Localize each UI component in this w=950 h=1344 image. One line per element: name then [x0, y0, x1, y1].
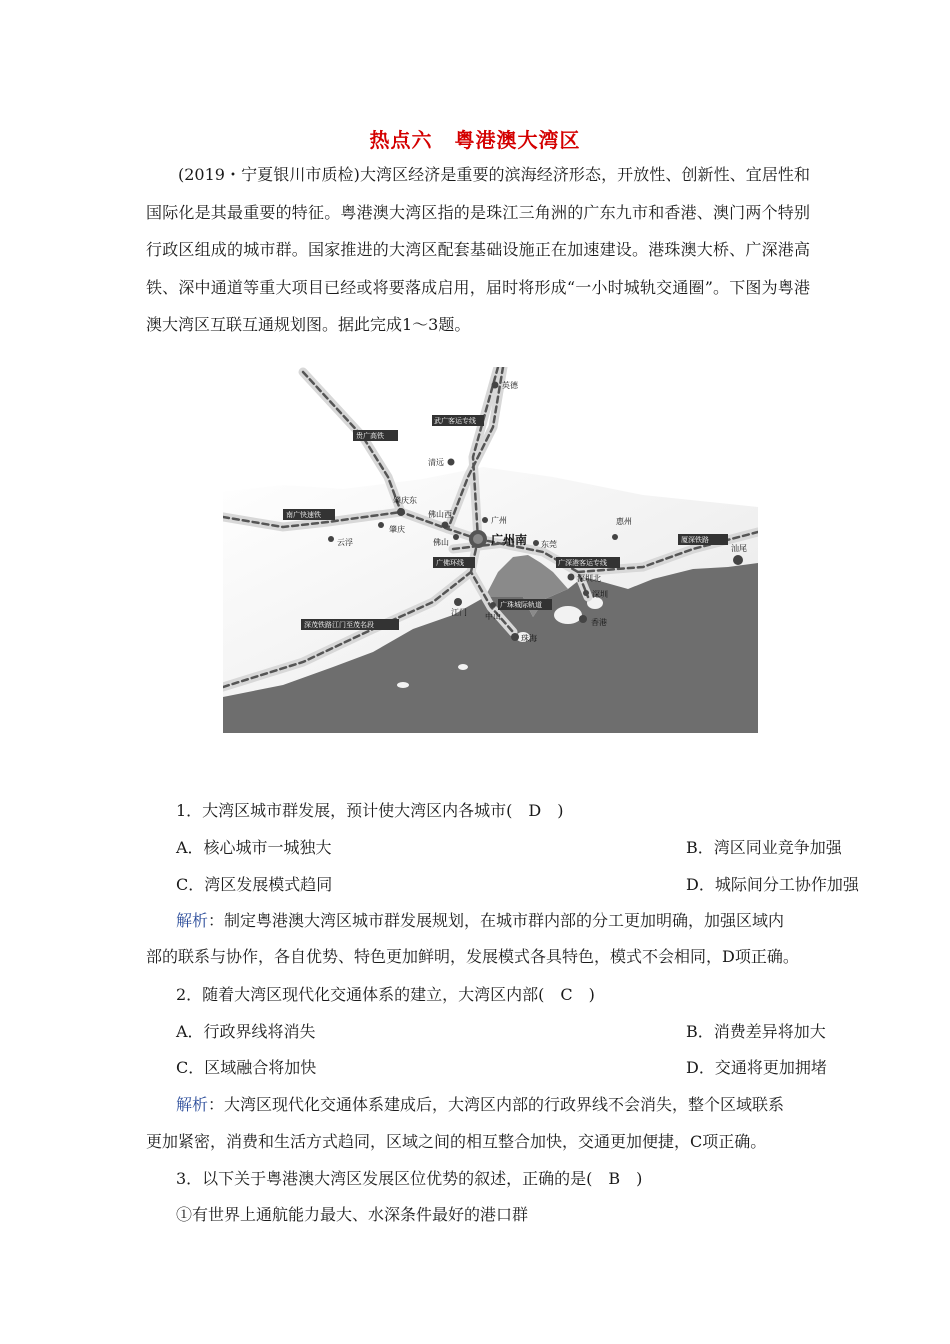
question-1-options-row-1 — [176, 836, 840, 860]
line-tag: 贵广高铁 — [356, 432, 384, 440]
line-tag: 广佛环线 — [436, 559, 464, 567]
question-1-stem: 1．大湾区城市群发展，预计使大湾区内各城市( D ) — [176, 801, 564, 820]
question-3-stem: 3．以下关于粤港澳大湾区发展区位优势的叙述，正确的是( B ) — [176, 1169, 643, 1188]
line-tag: 广深港客运专线 — [558, 559, 607, 567]
analysis-text: ：制定粤港澳大湾区城市群发展规划，在城市群内部的分工更加明确，加强区域内 — [208, 911, 785, 930]
line-tag: 南广快速铁 — [286, 511, 321, 519]
intro-paragraph — [146, 156, 810, 344]
city-label: 深圳 — [592, 590, 608, 599]
question-2-analysis-line-1 — [176, 1093, 840, 1117]
option-a: A．核心城市一城独大 — [176, 838, 332, 857]
option-c: C．区域融合将加快 — [176, 1058, 317, 1077]
question-1-options-row-2 — [176, 873, 859, 897]
title-part-2: 粤港澳大湾区 — [454, 128, 581, 152]
city-label: 英德 — [502, 381, 518, 390]
city-label: 佛山西 — [428, 510, 452, 519]
city-label: 江门 — [451, 608, 467, 617]
question-1-analysis-line-2: 部的联系与协作，各自优势、特色更加鲜明，发展模式各具特色，模式不会相同，D项正确。 — [146, 947, 799, 966]
city-label: 佛山 — [433, 538, 449, 547]
option-c: C．湾区发展模式趋同 — [176, 875, 333, 894]
question-3-item-1: ①有世界上通航能力最大、水深条件最好的港口群 — [176, 1205, 529, 1224]
option-a: A．行政界线将消失 — [176, 1022, 316, 1041]
intro-text: (2019・宁夏银川市质检)大湾区经济是重要的滨海经济形态，开放性、创新性、宜居性和国际化是其最重要的特征。粤港澳大湾区指的是珠江三角洲的广东九市和香港、澳门两个特别行政区组成的城市群。国家推进的大湾区配套基础设施正在加速建设。港珠澳大桥、广深港高铁、深中通道等重大项目已经或将要落成启用，届时将形成“一小时城轨交通圈”。下图为粤港澳大湾区互联互通规划图。据此完成1～3题。 — [146, 165, 810, 335]
city-label: 中山 — [485, 612, 501, 621]
city-label: 肇庆东 — [393, 496, 417, 505]
line-tag: 厦深铁路 — [681, 536, 709, 544]
page-title — [0, 124, 950, 153]
analysis-text: ：大湾区现代化交通体系建成后，大湾区内部的行政界线不会消失，整个区域联系 — [208, 1095, 785, 1114]
city-label: 东莞 — [541, 540, 557, 549]
map-svg — [223, 367, 758, 733]
line-tag: 深茂铁路江门至茂名段 — [304, 621, 374, 629]
question-2-options-row-2 — [176, 1056, 840, 1080]
analysis-label: 解析 — [176, 911, 209, 930]
question-2-options-row-1 — [176, 1020, 840, 1044]
option-d: D．城际间分工协作加强 — [686, 875, 859, 894]
city-label: 汕尾 — [731, 544, 747, 553]
option-b: B．湾区同业竞争加强 — [686, 838, 842, 857]
question-2-stem: 2．随着大湾区现代化交通体系的建立，大湾区内部( C ) — [176, 985, 595, 1004]
line-tag: 武广客运专线 — [434, 417, 476, 425]
line-tag: 广珠城际轨道 — [500, 601, 542, 609]
question-1-analysis-line-1 — [176, 909, 840, 933]
option-b: B．消费差异将加大 — [686, 1022, 826, 1041]
title-part-1: 热点六 — [369, 128, 433, 152]
gba-transport-map — [223, 367, 758, 733]
city-label: 珠海 — [521, 634, 537, 643]
city-label: 香港 — [591, 618, 607, 627]
city-label: 清远 — [428, 458, 444, 467]
city-label: 肇庆 — [389, 525, 405, 534]
city-label: 惠州 — [616, 517, 632, 526]
city-label: 云浮 — [337, 538, 353, 547]
city-label: 广州 — [491, 516, 507, 525]
analysis-label: 解析 — [176, 1095, 209, 1114]
option-d: D．交通将更加拥堵 — [686, 1058, 827, 1077]
question-2-analysis-line-2: 更加紧密，消费和生活方式趋同，区域之间的相互整合加快，交通更加便捷，C项正确。 — [146, 1132, 767, 1151]
city-label-main: 广州南 — [491, 533, 528, 547]
city-label: 深圳北 — [577, 574, 601, 583]
